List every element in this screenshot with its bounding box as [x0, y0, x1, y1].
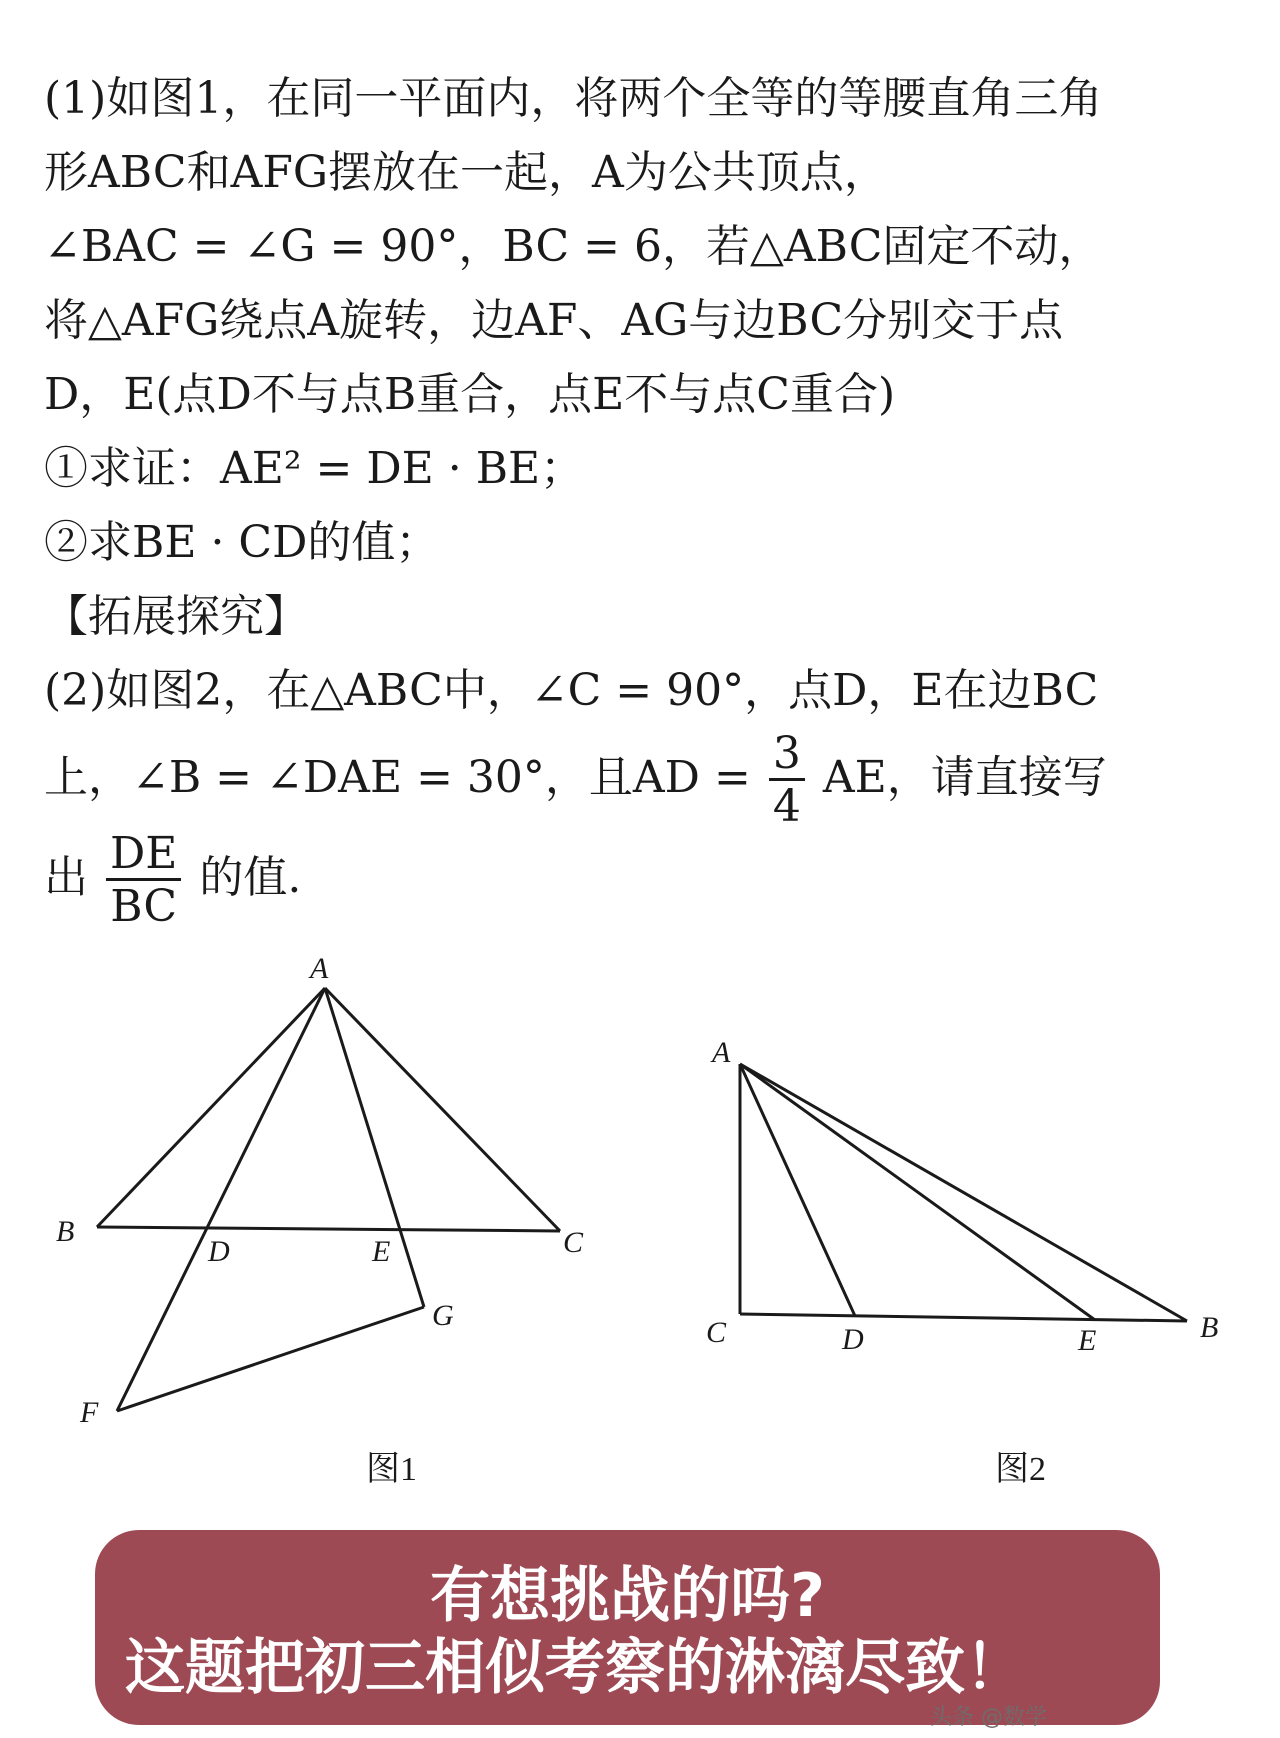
fraction-de-over-bc — [106, 828, 181, 932]
problem-line-9: (2)如图2，在△ABC中，∠C = 90°，点D，E在边BC — [44, 665, 1099, 716]
segment-bc — [97, 1227, 560, 1231]
problem-line-5: D，E(点D不与点B重合，点E不与点C重合) — [44, 369, 896, 420]
segment-cb — [740, 1314, 1187, 1321]
figure-1 — [0, 950, 640, 1510]
fraction-denominator: BC — [110, 881, 178, 932]
segment-ad — [740, 1064, 855, 1316]
line-11-pre: 出 — [44, 852, 88, 903]
fraction-numerator: 3 — [769, 732, 805, 781]
segment-ae — [740, 1064, 1095, 1320]
figure-2-caption: 图2 — [995, 1451, 1046, 1488]
problem-text — [44, 62, 1244, 932]
label-e: E — [1078, 1324, 1097, 1357]
challenge-banner — [95, 1530, 1160, 1725]
problem-line-6: ①求证：AE² = DE · BE； — [44, 443, 585, 494]
problem-line-7: ②求BE · CD的值； — [44, 517, 440, 568]
banner-line-2: 这题把初三相似考察的淋漓尽致！ — [125, 1633, 1025, 1703]
label-d: D — [842, 1323, 864, 1356]
fraction-denominator: 4 — [772, 781, 801, 832]
figure-2 — [640, 1010, 1260, 1510]
label-g: G — [432, 1299, 454, 1332]
banner-line-1: 有想挑战的吗? — [430, 1561, 825, 1631]
problem-line-4: 将△AFG绕点A旋转，边AF、AG与边BC分别交于点 — [44, 295, 1064, 346]
label-d: D — [208, 1235, 230, 1268]
label-a: A — [310, 952, 329, 985]
segment-fg — [117, 1307, 424, 1411]
label-f: F — [80, 1396, 99, 1429]
line-10-post: AE，请直接写 — [822, 752, 1107, 803]
label-c: C — [563, 1226, 584, 1259]
problem-line-11 — [44, 828, 1244, 932]
label-c: C — [706, 1316, 727, 1349]
section-heading: 【拓展探究】 — [44, 591, 308, 642]
figure-1-caption: 图1 — [366, 1451, 417, 1488]
problem-line-2: 形ABC和AFG摆放在一起，A为公共顶点， — [44, 147, 888, 198]
problem-line-10 — [44, 728, 1244, 832]
problem-line-3: ∠BAC = ∠G = 90°，BC = 6，若△ABC固定不动， — [44, 221, 1103, 272]
label-a: A — [712, 1036, 731, 1069]
label-b: B — [1200, 1311, 1219, 1344]
segment-ab — [740, 1064, 1187, 1321]
fraction-numerator: DE — [106, 832, 181, 881]
line-10-pre: 上，∠B = ∠DAE = 30°，且AD = — [44, 752, 751, 803]
problem-line-1: (1)如图1，在同一平面内，将两个全等的等腰直角三角 — [44, 73, 1103, 124]
segment-ac — [325, 988, 560, 1231]
watermark: 头条 @数学 — [930, 1705, 1047, 1730]
segment-af — [117, 988, 325, 1411]
line-11-post: 的值. — [199, 852, 302, 903]
label-b: B — [56, 1215, 75, 1248]
fraction-three-quarters — [769, 728, 805, 832]
segment-ab — [97, 988, 325, 1227]
label-e: E — [372, 1235, 391, 1268]
